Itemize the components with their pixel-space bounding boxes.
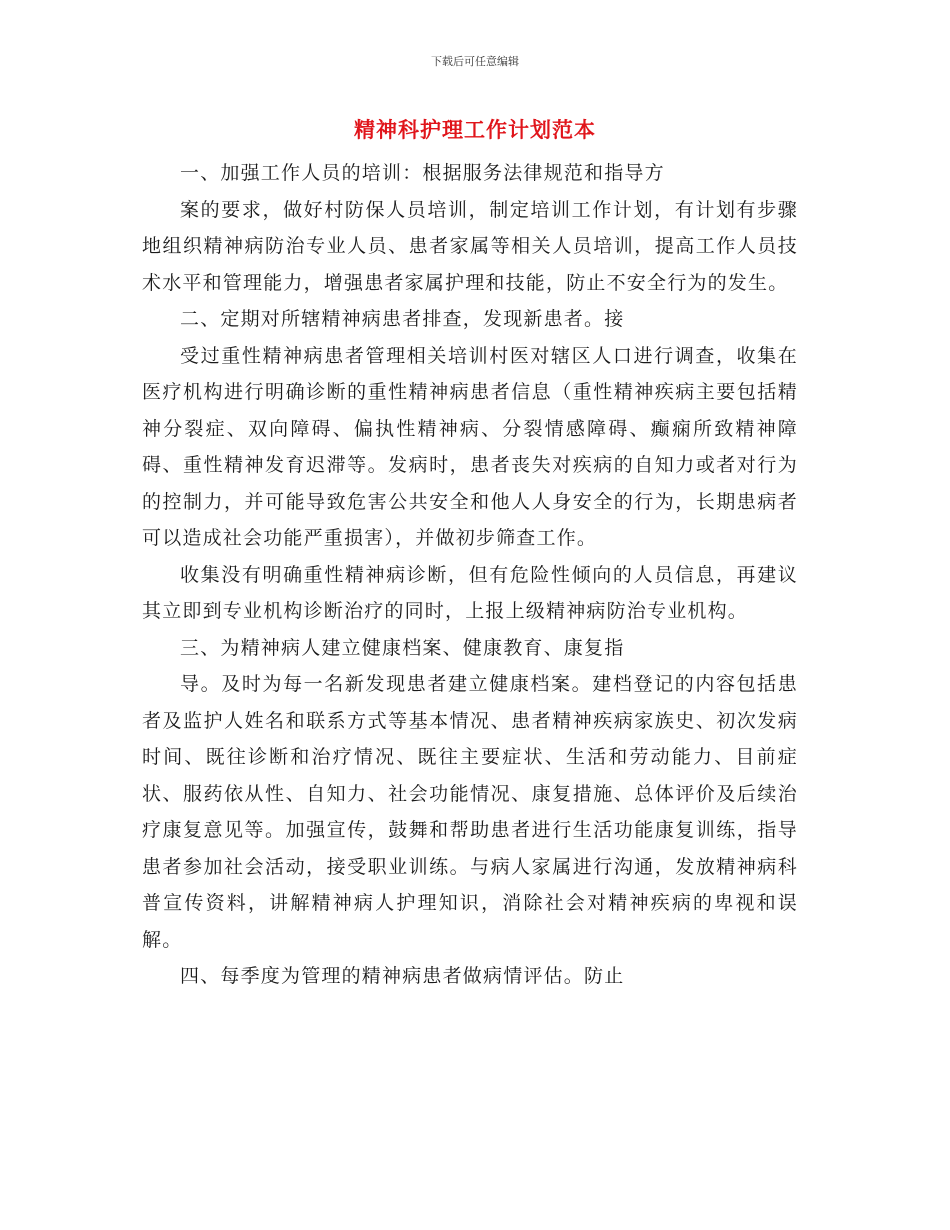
paragraph-3-heading: 三、为精神病人建立健康档案、健康教育、康复指 <box>180 636 625 659</box>
paragraph-1-heading: 一、加强工作人员的培训：根据服务法律规范和指导方 <box>180 162 665 184</box>
document-body <box>142 155 798 995</box>
page-header-note: 下载后可任意编辑 <box>431 55 519 68</box>
paragraph-3-body: 导。及时为每一名新发现患者建立健康档案。建档登记的内容包括患者及监护人姓名和联系方式等基本情况、患者精神疾病家族史、初次发病时间、既往诊断和治疗情况、既往主要症状、生活和劳动能力、目前症状、服药依从性、自知力、社会功能情况、康复措施、总体评价及后续治疗康复意见等。加强宣传，鼓舞和帮助患者进行生活功能康复训练，指导患者参加社会活动，接受职业训练。与病人家属进行沟通，发放精神病科普宣传资料，讲解精神病人护理知识，消除社会对精神疾病的卑视和误解。 <box>142 673 798 951</box>
paragraph-2-body: 受过重性精神病患者管理相关培训村医对辖区人口进行调查，收集在医疗机构进行明确诊断的重性精神病患者信息（重性精神疾病主要包括精神分裂症、双向障碍、偏执性精神病、分裂情感障碍、癫痫所致精神障碍、重性精神发育迟滞等。发病时，患者丧失对疾病的自知力或者对行为的控制力，并可能导致危害公共安全和他人人身安全的行为，长期患病者可以造成社会功能严重损害），并做初步筛查工作。 <box>142 344 798 549</box>
paragraph-2-extra: 收集没有明确重性精神病诊断，但有危险性倾向的人员信息，再建议其立即到专业机构诊断治疗的同时，上报上级精神病防治专业机构。 <box>142 563 798 622</box>
paragraph-2-heading: 二、定期对所辖精神病患者排查，发现新患者。接 <box>180 308 625 330</box>
document-title: 精神科护理工作计划范本 <box>354 118 596 142</box>
paragraph-1-body: 案的要求，做好村防保人员培训，制定培训工作计划，有计划有步骤地组织精神病防治专业人员、患者家属等相关人员培训，提高工作人员技术水平和管理能力，增强患者家属护理和技能，防止不安全行为的发生。 <box>142 198 798 294</box>
paragraph-4-heading: 四、每季度为管理的精神病患者做病情评估。防止 <box>180 965 625 987</box>
